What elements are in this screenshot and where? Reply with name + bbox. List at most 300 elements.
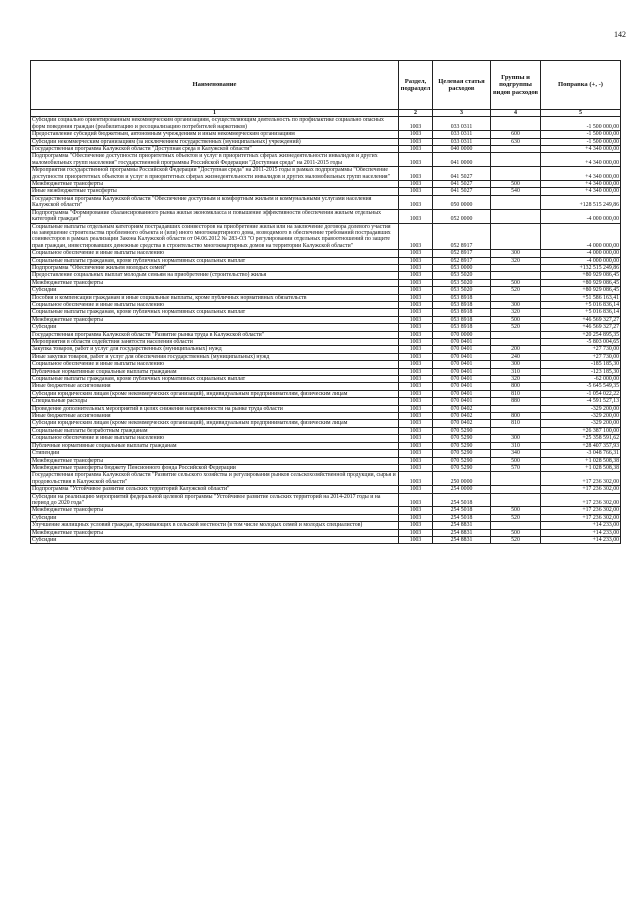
row-name-cell: Специальные расходы	[31, 398, 399, 405]
row-name-cell: Межбюджетные трансферты	[31, 529, 399, 536]
table-row	[31, 368, 621, 375]
row-section-cell: 1003	[399, 257, 433, 264]
table-row	[31, 301, 621, 308]
row-group-cell: 300	[491, 301, 541, 308]
row-section-cell: 1003	[399, 272, 433, 279]
row-article-cell: 040 0000	[433, 146, 491, 153]
table-row	[31, 131, 621, 138]
row-amount-cell: +51 586 163,41	[541, 294, 621, 301]
row-name-cell: Подпрограмма "Формирование сбалансированного рынка жилья экономкласса и повышение эффективности обеспечения жильем отдельных категорий граждан"	[31, 209, 399, 223]
row-group-cell	[491, 472, 541, 486]
table-row	[31, 450, 621, 457]
row-name-cell: Межбюджетные трансферты	[31, 279, 399, 286]
table-row	[31, 464, 621, 471]
row-section-cell: 1003	[399, 146, 433, 153]
row-section-cell: 1003	[399, 287, 433, 294]
row-group-cell	[491, 146, 541, 153]
row-amount-cell: +46 569 327,27	[541, 316, 621, 323]
row-amount-cell: +5 016 836,14	[541, 301, 621, 308]
row-group-cell: 810	[491, 390, 541, 397]
row-section-cell: 1003	[399, 368, 433, 375]
column-number-row	[31, 110, 621, 117]
row-group-cell: 300	[491, 361, 541, 368]
row-section-cell: 1003	[399, 181, 433, 188]
row-name-cell: Иные бюджетные ассигнования	[31, 383, 399, 390]
row-name-cell: Закупка товаров, работ и услуг для государственных (муниципальных) нужд	[31, 346, 399, 353]
row-section-cell: 1003	[399, 529, 433, 536]
row-article-cell: 070 5290	[433, 427, 491, 434]
row-group-cell: 520	[491, 536, 541, 543]
row-amount-cell: -5 645 549,35	[541, 383, 621, 390]
row-group-cell	[491, 339, 541, 346]
row-article-cell: 053 5020	[433, 287, 491, 294]
table-row	[31, 294, 621, 301]
header-article: Целевая статья расходов	[433, 61, 491, 110]
row-section-cell: 1003	[399, 117, 433, 131]
row-amount-cell: +4 340 000,00	[541, 181, 621, 188]
row-article-cell: 070 0401	[433, 368, 491, 375]
row-amount-cell: +14 233,00	[541, 536, 621, 543]
table-row	[31, 309, 621, 316]
row-section-cell: 1003	[399, 442, 433, 449]
row-name-cell: Социальные выплаты гражданам, кроме публичных нормативных социальных выплат	[31, 309, 399, 316]
row-amount-cell: -4 000 000,00	[541, 209, 621, 223]
row-amount-cell: +25 358 591,62	[541, 435, 621, 442]
row-amount-cell: -1 054 022,22	[541, 390, 621, 397]
row-section-cell: 1003	[399, 138, 433, 145]
table-row	[31, 420, 621, 427]
row-group-cell	[491, 153, 541, 167]
row-group-cell	[491, 117, 541, 131]
row-section-cell: 1003	[399, 413, 433, 420]
row-group-cell: 340	[491, 450, 541, 457]
row-article-cell: 254 0000	[433, 486, 491, 493]
row-group-cell: 810	[491, 420, 541, 427]
row-article-cell: 041 5027	[433, 181, 491, 188]
row-amount-cell: -329 200,00	[541, 405, 621, 412]
table-row	[31, 195, 621, 209]
row-amount-cell: +1 028 508,38	[541, 457, 621, 464]
row-amount-cell: +28 407 357,93	[541, 442, 621, 449]
row-name-cell: Социальные выплаты безработным гражданам	[31, 427, 399, 434]
table-row	[31, 353, 621, 360]
row-group-cell	[491, 486, 541, 493]
row-article-cell: 053 5020	[433, 272, 491, 279]
header-group: Группы и подгруппы видов расходов	[491, 61, 541, 110]
row-article-cell: 070 0401	[433, 346, 491, 353]
row-amount-cell: +17 236 302,00	[541, 493, 621, 507]
row-article-cell: 053 8918	[433, 301, 491, 308]
row-amount-cell: +26 387 100,00	[541, 427, 621, 434]
row-article-cell: 053 8918	[433, 324, 491, 331]
table-row	[31, 272, 621, 279]
row-amount-cell: +132 515 249,86	[541, 264, 621, 271]
row-amount-cell: -1 500 000,00	[541, 117, 621, 131]
row-name-cell: Улучшение жилищных условий граждан, проживающих в сельской местности (в том числе молодых семей и молодых специалистов)	[31, 522, 399, 529]
row-section-cell: 1003	[399, 390, 433, 397]
table-row	[31, 346, 621, 353]
row-amount-cell: -329 200,00	[541, 413, 621, 420]
header-name: Наименование	[31, 61, 399, 110]
row-section-cell: 1003	[399, 223, 433, 250]
row-article-cell: 254 8831	[433, 522, 491, 529]
row-section-cell: 1003	[399, 353, 433, 360]
row-article-cell: 254 8831	[433, 536, 491, 543]
row-article-cell: 254 5018	[433, 514, 491, 521]
row-section-cell: 1003	[399, 472, 433, 486]
row-amount-cell: +80 929 086,45	[541, 287, 621, 294]
row-amount-cell: +46 569 327,27	[541, 324, 621, 331]
row-section-cell: 1003	[399, 450, 433, 457]
table-row	[31, 486, 621, 493]
row-group-cell: 500	[491, 529, 541, 536]
row-section-cell: 1003	[399, 435, 433, 442]
row-section-cell: 1003	[399, 405, 433, 412]
row-article-cell: 070 0402	[433, 405, 491, 412]
row-article-cell: 070 5290	[433, 442, 491, 449]
row-name-cell: Подпрограмма "Обеспечение жильем молодых семей"	[31, 264, 399, 271]
row-section-cell: 1003	[399, 486, 433, 493]
row-name-cell: Пособия и компенсации гражданам и иные социальные выплаты, кроме публичных нормативных обязательств	[31, 294, 399, 301]
row-name-cell: Межбюджетные трансферты бюджету Пенсионного фонда Российской Федерации	[31, 464, 399, 471]
row-section-cell: 1003	[399, 361, 433, 368]
row-amount-cell: +4 340 000,00	[541, 153, 621, 167]
row-section-cell: 1003	[399, 309, 433, 316]
row-group-cell: 600	[491, 131, 541, 138]
row-article-cell: 070 5290	[433, 435, 491, 442]
column-number: 3	[433, 110, 491, 117]
row-amount-cell: -1 500 000,00	[541, 131, 621, 138]
row-group-cell	[491, 522, 541, 529]
row-amount-cell: +4 340 000,00	[541, 188, 621, 195]
row-section-cell: 1003	[399, 420, 433, 427]
row-section-cell: 1003	[399, 493, 433, 507]
row-name-cell: Иные бюджетные ассигнования	[31, 413, 399, 420]
row-article-cell: 070 0402	[433, 413, 491, 420]
row-group-cell: 320	[491, 257, 541, 264]
row-section-cell: 1003	[399, 188, 433, 195]
row-article-cell: 070 5290	[433, 464, 491, 471]
row-section-cell: 1003	[399, 195, 433, 209]
row-amount-cell: -5 803 004,65	[541, 339, 621, 346]
row-group-cell	[491, 209, 541, 223]
row-group-cell	[491, 405, 541, 412]
row-name-cell: Социальное обеспечение и иные выплаты населению	[31, 301, 399, 308]
table-row	[31, 514, 621, 521]
row-section-cell: 1003	[399, 301, 433, 308]
row-amount-cell: -4 000 000,00	[541, 250, 621, 257]
row-amount-cell: +20 254 895,35	[541, 331, 621, 338]
row-amount-cell: -3 048 766,31	[541, 450, 621, 457]
row-amount-cell: +14 233,00	[541, 529, 621, 536]
row-group-cell: 240	[491, 353, 541, 360]
row-amount-cell: +5 016 836,14	[541, 309, 621, 316]
row-amount-cell: -123 185,30	[541, 368, 621, 375]
row-amount-cell: +14 233,00	[541, 522, 621, 529]
row-article-cell: 070 5290	[433, 457, 491, 464]
row-amount-cell: +1 028 508,38	[541, 464, 621, 471]
row-group-cell	[491, 167, 541, 181]
row-name-cell: Межбюджетные трансферты	[31, 457, 399, 464]
row-group-cell	[491, 195, 541, 209]
row-amount-cell: +27 730,00	[541, 346, 621, 353]
row-group-cell: 630	[491, 138, 541, 145]
row-amount-cell: -1 500 000,00	[541, 138, 621, 145]
row-section-cell: 1003	[399, 167, 433, 181]
row-section-cell: 1003	[399, 209, 433, 223]
table-row	[31, 316, 621, 323]
row-article-cell: 070 0000	[433, 331, 491, 338]
row-section-cell: 1003	[399, 398, 433, 405]
row-name-cell: Мероприятия государственной программы Российской Федерации "Доступная среда" на 2011-2015 годы в рамках подпрограммы "Обеспечение доступности приоритетных объектов и услуг в приоритетных сферах жизнедеятельности инвалидов и других маломобильных групп населения"	[31, 167, 399, 181]
row-article-cell: 070 0401	[433, 361, 491, 368]
row-group-cell: 880	[491, 398, 541, 405]
table-row	[31, 257, 621, 264]
row-group-cell: 520	[491, 514, 541, 521]
row-section-cell: 1003	[399, 464, 433, 471]
row-amount-cell: +4 340 000,00	[541, 146, 621, 153]
table-row	[31, 398, 621, 405]
row-article-cell: 070 5290	[433, 450, 491, 457]
row-amount-cell: +27 730,00	[541, 353, 621, 360]
header-row	[31, 61, 621, 110]
table-row	[31, 264, 621, 271]
row-name-cell: Социальное обеспечение и иные выплаты населению	[31, 361, 399, 368]
row-amount-cell: +128 515 249,86	[541, 195, 621, 209]
table-row	[31, 223, 621, 250]
row-group-cell	[491, 294, 541, 301]
row-article-cell: 041 5027	[433, 167, 491, 181]
row-name-cell: Подпрограмма "Обеспечение доступности приоритетных объектов и услуг в приоритетных сферах жизнедеятельности инвалидов и других маломобильных групп населения" государственной программы Российской Федерации "Доступная среда" на 2011-2015 годы	[31, 153, 399, 167]
row-amount-cell: -4 000 000,00	[541, 223, 621, 250]
table-row	[31, 413, 621, 420]
table-row	[31, 390, 621, 397]
row-group-cell: 570	[491, 464, 541, 471]
row-section-cell: 1003	[399, 457, 433, 464]
budget-table	[30, 60, 621, 544]
row-group-cell: 500	[491, 457, 541, 464]
table-row	[31, 376, 621, 383]
row-name-cell: Субсидии юридическим лицам (кроме некоммерческих организаций), индивидуальным предпринимателям, физическим лицам	[31, 390, 399, 397]
row-name-cell: Социальное обеспечение и иные выплаты населению	[31, 250, 399, 257]
row-name-cell: Социальные выплаты гражданам, кроме публичных нормативных социальных выплат	[31, 376, 399, 383]
row-section-cell: 1003	[399, 346, 433, 353]
table-row	[31, 472, 621, 486]
table-row	[31, 435, 621, 442]
table-row	[31, 188, 621, 195]
row-section-cell: 1003	[399, 427, 433, 434]
table-row	[31, 536, 621, 543]
row-amount-cell: +17 236 302,00	[541, 486, 621, 493]
row-group-cell: 540	[491, 188, 541, 195]
column-number: 1	[31, 110, 399, 117]
row-name-cell: Государственная программа Калужской области "Развитие рынка труда в Калужской области"	[31, 331, 399, 338]
table-row	[31, 287, 621, 294]
row-article-cell: 070 0401	[433, 353, 491, 360]
table-row	[31, 138, 621, 145]
table-row	[31, 117, 621, 131]
row-amount-cell: -329 200,00	[541, 420, 621, 427]
row-group-cell: 520	[491, 324, 541, 331]
row-amount-cell: +17 236 302,00	[541, 472, 621, 486]
table-row	[31, 507, 621, 514]
row-amount-cell: +17 236 302,00	[541, 514, 621, 521]
row-section-cell: 1003	[399, 514, 433, 521]
row-name-cell: Государственная программа Калужской области "Обеспечение доступным и комфортным жильем и коммунальными услугами населения Калужской области"	[31, 195, 399, 209]
row-name-cell: Иные закупки товаров, работ и услуг для обеспечения государственных (муниципальных) нужд	[31, 353, 399, 360]
row-section-cell: 1003	[399, 522, 433, 529]
row-group-cell	[491, 427, 541, 434]
row-name-cell: Субсидии юридическим лицам (кроме некоммерческих организаций), индивидуальным предпринимателям, физическим лицам	[31, 420, 399, 427]
row-article-cell: 050 0000	[433, 195, 491, 209]
header-amendment: Поправка (+, -)	[541, 61, 621, 110]
row-section-cell: 1003	[399, 507, 433, 514]
row-article-cell: 070 0401	[433, 383, 491, 390]
row-amount-cell: +17 236 302,00	[541, 507, 621, 514]
row-group-cell: 300	[491, 250, 541, 257]
row-article-cell: 033 0311	[433, 117, 491, 131]
table-row	[31, 279, 621, 286]
row-amount-cell: -62 000,00	[541, 376, 621, 383]
column-number: 5	[541, 110, 621, 117]
row-group-cell: 500	[491, 279, 541, 286]
row-name-cell: Стипендии	[31, 450, 399, 457]
row-name-cell: Субсидии	[31, 287, 399, 294]
row-section-cell: 1003	[399, 316, 433, 323]
row-group-cell: 320	[491, 376, 541, 383]
row-group-cell: 500	[491, 316, 541, 323]
row-section-cell: 1003	[399, 536, 433, 543]
table-row	[31, 529, 621, 536]
row-group-cell: 200	[491, 346, 541, 353]
table-row	[31, 361, 621, 368]
row-name-cell: Социальные выплаты гражданам, кроме публичных нормативных социальных выплат	[31, 257, 399, 264]
table-row	[31, 153, 621, 167]
row-amount-cell: +80 929 086,45	[541, 279, 621, 286]
row-name-cell: Государственная программа Калужской области "Развитие сельского хозяйства и регулирования рынков сельскохозяйственной продукции, сырья и продовольствия в Калужской области"	[31, 472, 399, 486]
header-section: Раздел, подраздел	[399, 61, 433, 110]
row-article-cell: 041 0000	[433, 153, 491, 167]
page-number: 142	[614, 30, 626, 39]
table-row	[31, 331, 621, 338]
table-row	[31, 442, 621, 449]
row-name-cell: Предоставление субсидий бюджетным, автономным учреждениям и иным некоммерческим организациям	[31, 131, 399, 138]
row-name-cell: Межбюджетные трансферты	[31, 507, 399, 514]
column-number: 2	[399, 110, 433, 117]
row-section-cell: 1003	[399, 131, 433, 138]
row-section-cell: 1003	[399, 331, 433, 338]
row-name-cell: Публичные нормативные социальные выплаты гражданам	[31, 442, 399, 449]
table-row	[31, 522, 621, 529]
row-name-cell: Публичные нормативные социальные выплаты гражданам	[31, 368, 399, 375]
row-group-cell: 310	[491, 442, 541, 449]
table-row	[31, 167, 621, 181]
row-article-cell: 052 8917	[433, 250, 491, 257]
row-group-cell: 800	[491, 413, 541, 420]
row-section-cell: 1003	[399, 153, 433, 167]
row-article-cell: 070 0401	[433, 398, 491, 405]
row-section-cell: 1003	[399, 250, 433, 257]
table-row	[31, 146, 621, 153]
row-group-cell: 500	[491, 507, 541, 514]
row-amount-cell: -4 591 527,13	[541, 398, 621, 405]
row-section-cell: 1003	[399, 279, 433, 286]
row-section-cell: 1003	[399, 339, 433, 346]
row-group-cell	[491, 331, 541, 338]
row-name-cell: Государственная программа Калужской области "Доступная среда в Калужской области"	[31, 146, 399, 153]
table-row	[31, 427, 621, 434]
row-article-cell: 052 0000	[433, 209, 491, 223]
row-article-cell: 041 5027	[433, 188, 491, 195]
table-row	[31, 250, 621, 257]
table-row	[31, 324, 621, 331]
table-row	[31, 209, 621, 223]
row-article-cell: 070 0402	[433, 420, 491, 427]
row-group-cell	[491, 264, 541, 271]
row-group-cell: 500	[491, 181, 541, 188]
table-row	[31, 339, 621, 346]
row-article-cell: 250 0000	[433, 472, 491, 486]
row-amount-cell: +4 340 000,00	[541, 167, 621, 181]
row-name-cell: Межбюджетные трансферты	[31, 316, 399, 323]
row-group-cell: 320	[491, 309, 541, 316]
row-article-cell: 033 0311	[433, 131, 491, 138]
row-section-cell: 1003	[399, 324, 433, 331]
table-row	[31, 405, 621, 412]
row-article-cell: 053 5020	[433, 279, 491, 286]
table-row	[31, 493, 621, 507]
row-group-cell: 310	[491, 368, 541, 375]
row-group-cell: 800	[491, 383, 541, 390]
table-row	[31, 181, 621, 188]
row-name-cell: Межбюджетные трансферты	[31, 181, 399, 188]
table-row	[31, 383, 621, 390]
row-section-cell: 1003	[399, 294, 433, 301]
row-article-cell: 052 8917	[433, 223, 491, 250]
row-name-cell: Субсидии на реализацию мероприятий федеральной целевой программы "Устойчивое развитие сельских территорий на 2014-2017 годы и на период до 2020 года"	[31, 493, 399, 507]
row-section-cell: 1003	[399, 264, 433, 271]
row-name-cell: Подпрограмма "Устойчивое развитие сельских территорий Калужской области"	[31, 486, 399, 493]
row-group-cell	[491, 223, 541, 250]
row-article-cell: 070 0401	[433, 376, 491, 383]
row-article-cell: 254 5018	[433, 493, 491, 507]
row-name-cell: Иные межбюджетные трансферты	[31, 188, 399, 195]
row-group-cell: 300	[491, 435, 541, 442]
row-amount-cell: -4 000 000,00	[541, 257, 621, 264]
row-group-cell	[491, 493, 541, 507]
row-amount-cell: +80 929 086,45	[541, 272, 621, 279]
row-name-cell: Проведение дополнительных мероприятий в целях снижения напряженности на рынке труда области	[31, 405, 399, 412]
row-section-cell: 1003	[399, 383, 433, 390]
row-article-cell: 053 8918	[433, 309, 491, 316]
row-article-cell: 070 0401	[433, 339, 491, 346]
table-row	[31, 457, 621, 464]
row-name-cell: Субсидии социально ориентированным некоммерческим организациям, осуществляющим деятельность по профилактике социально опасных форм поведения граждан (реабилитацию и ресоциализацию потребителей наркотиков)	[31, 117, 399, 131]
row-article-cell: 052 8917	[433, 257, 491, 264]
row-group-cell	[491, 272, 541, 279]
row-article-cell: 053 8918	[433, 316, 491, 323]
row-article-cell: 254 5018	[433, 507, 491, 514]
row-name-cell: Субсидии некоммерческим организациям (за исключением государственных (муниципальных) учреждений)	[31, 138, 399, 145]
column-number: 4	[491, 110, 541, 117]
row-article-cell: 033 0311	[433, 138, 491, 145]
row-group-cell: 520	[491, 287, 541, 294]
row-name-cell: Социальное обеспечение и иные выплаты населению	[31, 435, 399, 442]
row-section-cell: 1003	[399, 376, 433, 383]
row-name-cell: Социальные выплаты отдельным категориям пострадавших соинвесторов на приобретение жилья или на заключение договора долевого участия на завершение строительства проблемного объекта и (или) иного многоквартирного дома, возводимого в обеспечение требований пострадавших соинвесторов в рамках реализации Закона Калужской области от 04.06.2012 № 283-ОЗ "О регулировании отдельных правоотношений по защите прав граждан, инвестировавших денежные средства в строительство многоквартирных домов на территории Калужской области"	[31, 223, 399, 250]
table-body	[31, 117, 621, 544]
row-name-cell: Субсидии	[31, 324, 399, 331]
